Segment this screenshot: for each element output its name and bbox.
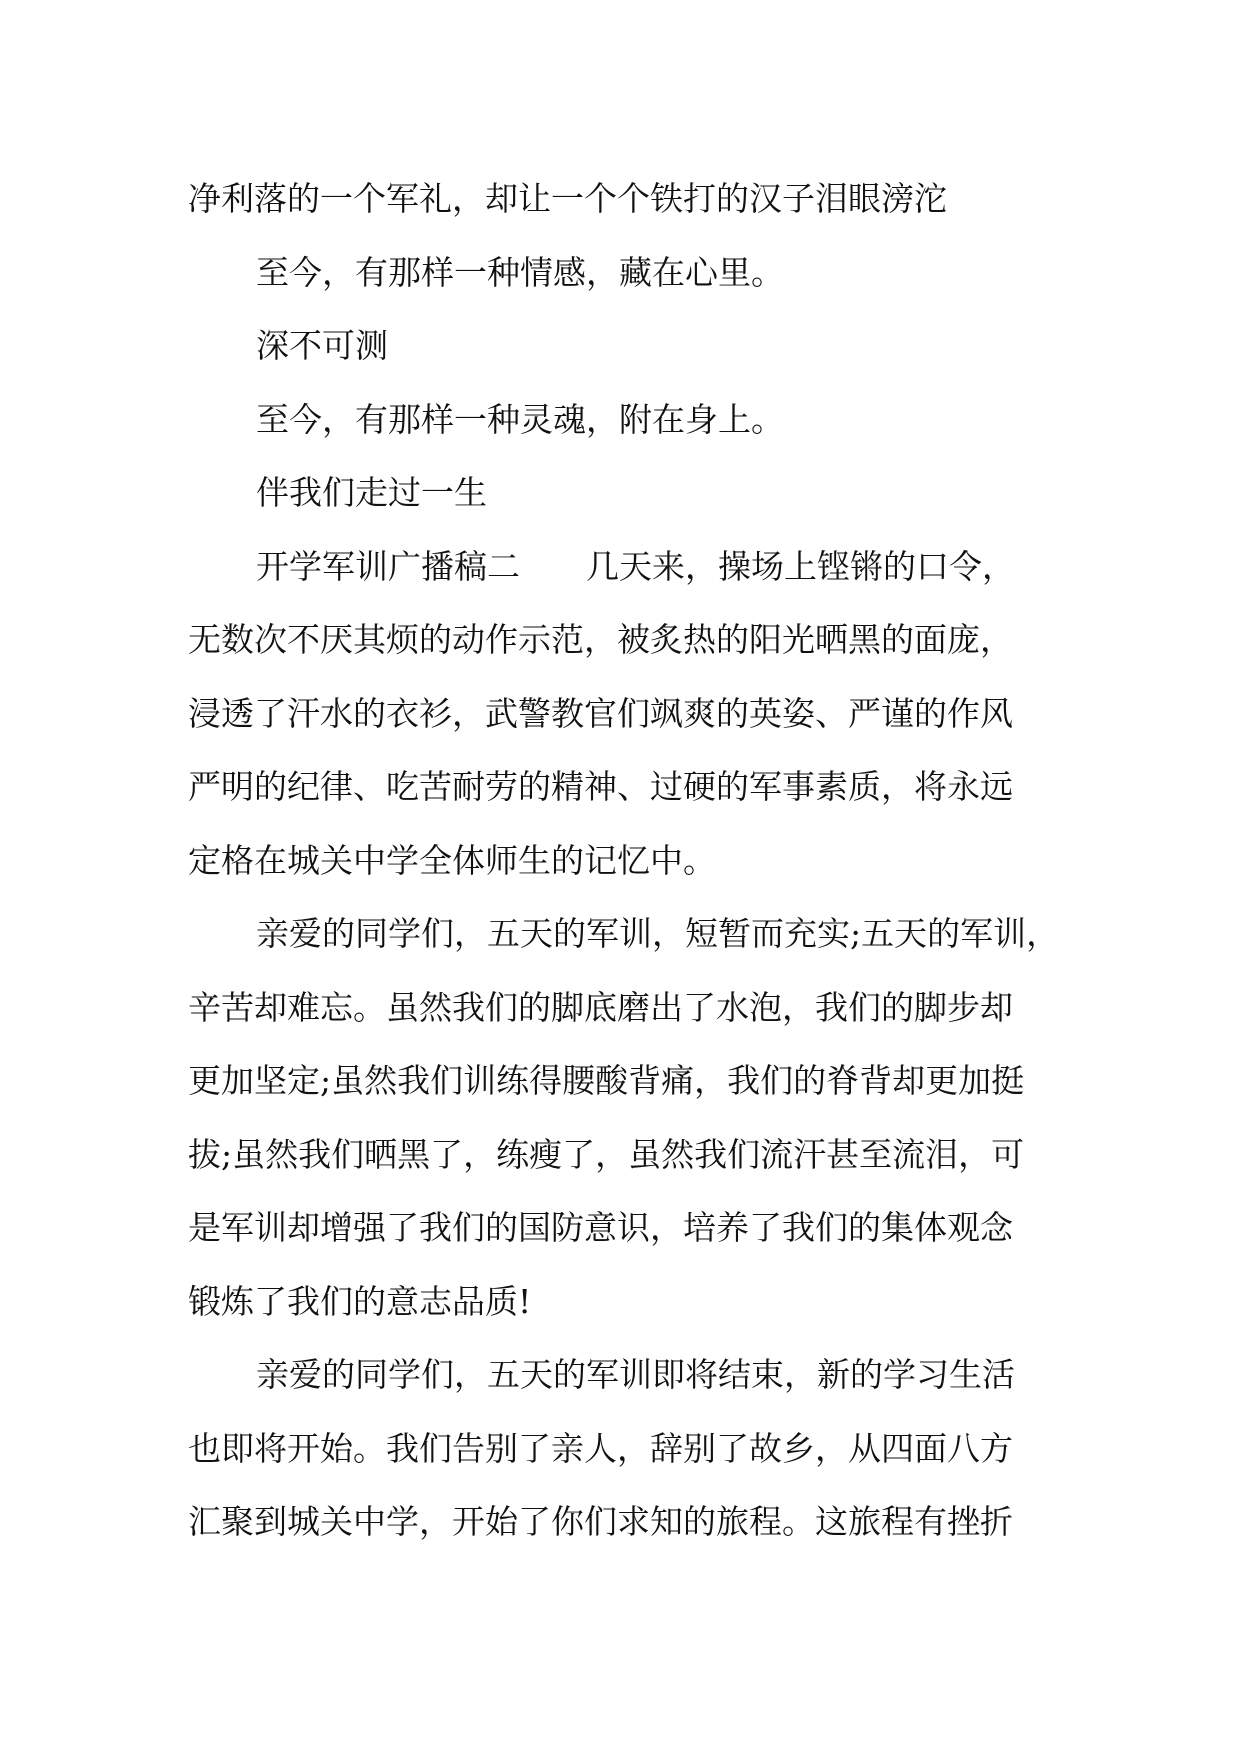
text-line: 开学军训广播稿二 几天来，操场上铿锵的口令， xyxy=(256,546,1015,586)
text-line: 浸透了汗水的衣衫，武警教官们飒爽的英姿、严谨的作风 xyxy=(188,693,1013,733)
text-line: 辛苦却难忘。虽然我们的脚底磨出了水泡，我们的脚步却 xyxy=(188,987,1013,1027)
text-line: 拔;虽然我们晒黑了，练瘦了，虽然我们流汗甚至流泪，可 xyxy=(188,1134,1025,1174)
text-line: 亲爱的同学们，五天的军训即将结束，新的学习生活 xyxy=(256,1355,1015,1394)
text-line: 是军训却增强了我们的国防意识，培养了我们的集体观念 xyxy=(188,1208,1013,1247)
text-line: 汇聚到城关中学，开始了你们求知的旅程。这旅程有挫折 xyxy=(188,1502,1013,1541)
text-line: 也即将开始。我们告别了亲人，辞别了故乡，从四面八方 xyxy=(188,1428,1013,1468)
text-line: 严明的纪律、吃苦耐劳的精神、过硬的军事素质，将永远 xyxy=(188,767,1013,806)
text-line: 至今，有那样一种灵魂，附在身上。 xyxy=(256,399,784,439)
text-line: 定格在城关中学全体师生的记忆中。 xyxy=(188,840,716,880)
document-body xyxy=(188,170,1068,1567)
text-line: 无数次不厌其烦的动作示范，被炙热的阳光晒黑的面庞， xyxy=(188,620,1013,659)
text-line: 伴我们走过一生 xyxy=(256,473,487,512)
text-line: 更加坚定;虽然我们训练得腰酸背痛，我们的脊背却更加挺 xyxy=(188,1061,1025,1100)
text-line: 净利落的一个军礼，却让一个个铁打的汉子泪眼滂沱 xyxy=(188,179,947,218)
text-line: 锻炼了我们的意志品质! xyxy=(188,1281,532,1321)
text-line: 亲爱的同学们，五天的军训，短暂而充实;五天的军训， xyxy=(256,914,1060,953)
text-line: 深不可测 xyxy=(256,326,388,365)
text-line: 至今，有那样一种情感，藏在心里。 xyxy=(256,252,784,292)
